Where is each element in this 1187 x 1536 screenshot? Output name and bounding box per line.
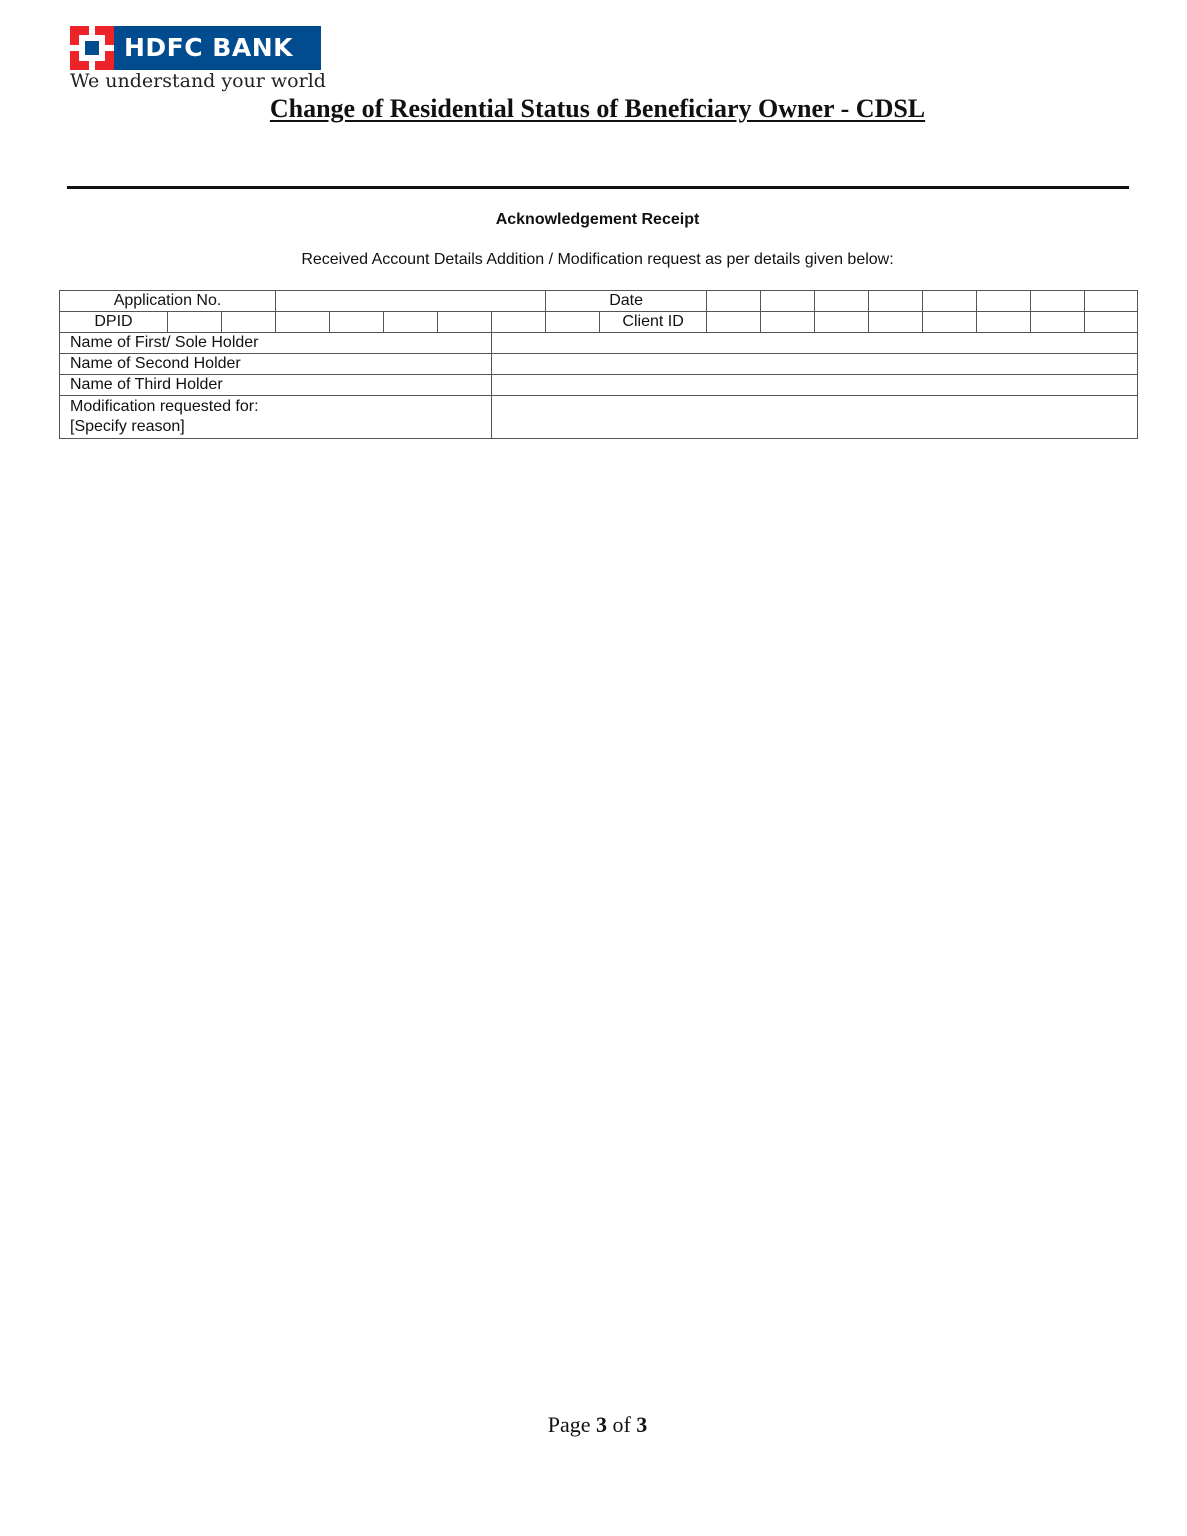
- second-holder-label: Name of Second Holder: [60, 354, 492, 375]
- date-box[interactable]: [761, 291, 815, 312]
- page-current: 3: [595, 1412, 607, 1437]
- hdfc-logo-mark-icon: [70, 26, 114, 70]
- application-no-field[interactable]: [276, 291, 546, 312]
- dpid-box[interactable]: [384, 312, 438, 333]
- modification-field[interactable]: [492, 396, 1138, 439]
- third-holder-label: Name of Third Holder: [60, 375, 492, 396]
- client-id-box[interactable]: [977, 312, 1031, 333]
- client-id-box[interactable]: [1085, 312, 1138, 333]
- client-id-box[interactable]: [815, 312, 869, 333]
- receipt-subheading: Received Account Details Addition / Modification request as per details given below:: [301, 251, 894, 268]
- brand-tagline: We understand your world: [70, 70, 326, 92]
- modification-label-line2: [Specify reason]: [70, 418, 185, 435]
- page-total: 3: [636, 1412, 648, 1437]
- dpid-box[interactable]: [330, 312, 384, 333]
- third-holder-field[interactable]: [492, 375, 1138, 396]
- date-box[interactable]: [869, 291, 923, 312]
- page-number: [0, 1412, 1187, 1438]
- row-dpid-clientid: [60, 312, 1138, 333]
- dpid-box[interactable]: [168, 312, 222, 333]
- dpid-box[interactable]: [222, 312, 276, 333]
- date-box[interactable]: [1031, 291, 1085, 312]
- first-holder-field[interactable]: [492, 333, 1138, 354]
- page-prefix: Page: [547, 1412, 591, 1437]
- row-first-holder: [60, 333, 1138, 354]
- date-box[interactable]: [1085, 291, 1138, 312]
- date-box[interactable]: [977, 291, 1031, 312]
- hdfc-bank-logo: [70, 26, 321, 70]
- first-holder-label: Name of First/ Sole Holder: [60, 333, 492, 354]
- dpid-label: DPID: [60, 312, 168, 333]
- dpid-box[interactable]: [438, 312, 492, 333]
- date-box[interactable]: [815, 291, 869, 312]
- application-no-label: Application No.: [60, 291, 276, 312]
- second-holder-field[interactable]: [492, 354, 1138, 375]
- row-third-holder: [60, 375, 1138, 396]
- dpid-box[interactable]: [492, 312, 546, 333]
- row-application-date: [60, 291, 1138, 312]
- date-label: Date: [546, 291, 707, 312]
- row-modification: [60, 396, 1138, 439]
- modification-label-line1: Modification requested for:: [70, 398, 259, 415]
- client-id-box[interactable]: [923, 312, 977, 333]
- page-of: of: [612, 1412, 631, 1437]
- document-title: Change of Residential Status of Beneficiary Owner - CDSL: [269, 94, 926, 123]
- modification-label: [60, 396, 492, 439]
- dpid-box[interactable]: [276, 312, 330, 333]
- client-id-label: Client ID: [600, 312, 707, 333]
- date-box[interactable]: [707, 291, 761, 312]
- client-id-box[interactable]: [761, 312, 815, 333]
- client-id-box[interactable]: [869, 312, 923, 333]
- acknowledgement-table: [59, 290, 1138, 439]
- dpid-box[interactable]: [546, 312, 600, 333]
- section-divider: [67, 186, 1129, 189]
- row-second-holder: [60, 354, 1138, 375]
- brand-name: HDFC BANK: [114, 26, 321, 70]
- client-id-box[interactable]: [707, 312, 761, 333]
- client-id-box[interactable]: [1031, 312, 1085, 333]
- receipt-heading: Acknowledgement Receipt: [495, 211, 700, 228]
- date-box[interactable]: [923, 291, 977, 312]
